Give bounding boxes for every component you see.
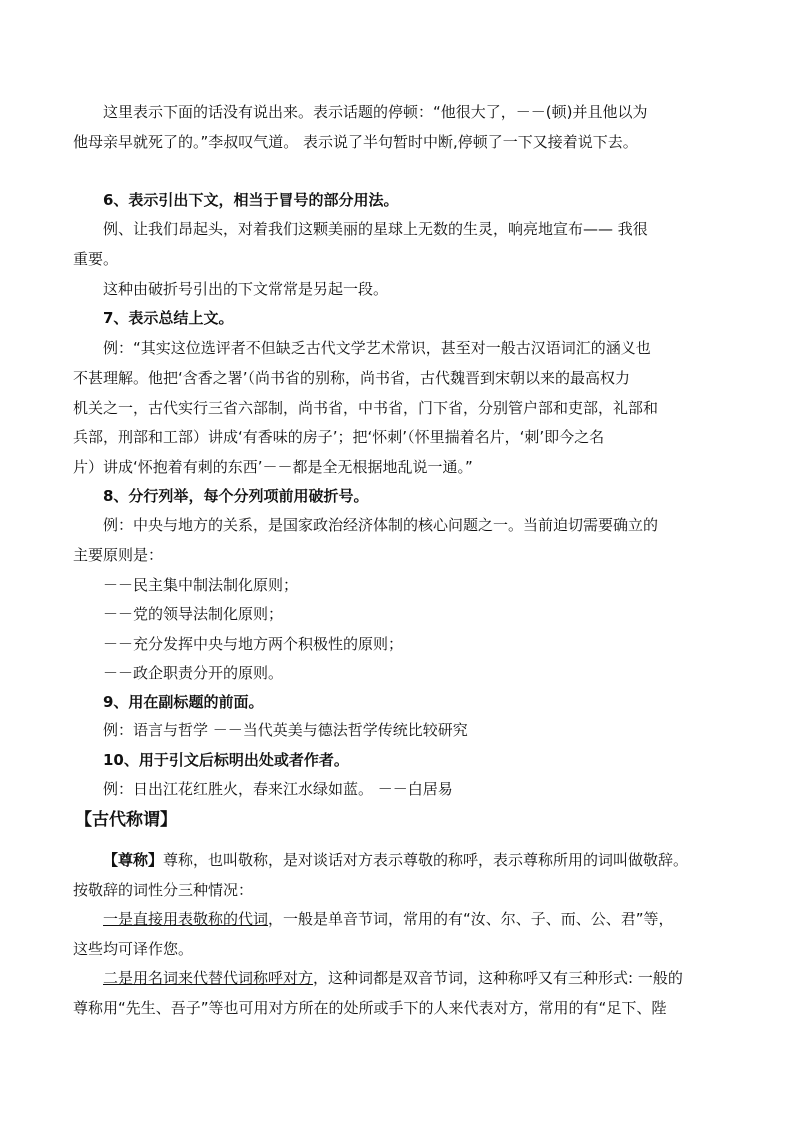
text-line: 例、让我们昂起头，对着我们这颗美丽的星球上无数的生灵，响亮地宣布—— 我很 <box>103 220 648 238</box>
list-item: －－党的领导法制化原则； <box>103 605 284 623</box>
text-span: ，这种词都是双音节词，这种称呼又有三种形式: 一般的 <box>313 969 683 987</box>
underlined-phrase: 二是用名词来代替代词称呼对方 <box>103 969 314 987</box>
term-label: 【尊称】 <box>103 851 164 869</box>
text-span: ，一般是单音节词，常用的有“汝、尔、子、而、公、君”等， <box>268 910 674 928</box>
item-heading-7: 7、表示总结上文。 <box>103 309 234 327</box>
text-line: 片）讲成‘怀抱着有刺的东西’－－都是全无根据地乱说一通。” <box>73 458 473 476</box>
text-line <box>103 850 688 870</box>
text-line: 兵部，刑部和工部）讲成‘有香味的房子’；把‘怀刺’（怀里揣着名片，‘刺’即今之名 <box>73 428 605 446</box>
text-span: 尊称，也叫敬称，是对谈话对方表示尊敬的称呼，表示尊称所用的词叫做敬辞。 <box>163 851 689 869</box>
list-item: －－政企职责分开的原则。 <box>103 664 284 682</box>
text-line: 主要原则是： <box>73 546 164 564</box>
text-line: 这些均可译作您。 <box>73 940 194 958</box>
item-heading-10: 10、用于引文后标明出处或者作者。 <box>103 751 349 769</box>
item-heading-6: 6、表示引出下文，相当于冒号的部分用法。 <box>103 191 399 209</box>
text-line: 他母亲早就死了的。”李叔叹气道。 表示说了半句暂时中断,停顿了一下又接着说下去。 <box>73 133 638 151</box>
list-item: －－民主集中制法制化原则； <box>103 576 299 594</box>
text-line: 例：中央与地方的关系，是国家政治经济体制的核心问题之一。当前迫切需要确立的 <box>103 516 659 534</box>
text-line <box>103 968 683 988</box>
section-title: 【古代称谓】 <box>75 810 177 830</box>
text-line: 不甚理解。他把‘含香之署’（尚书省的别称，尚书省，古代魏晋到宋朝以来的最高权力 <box>73 369 631 387</box>
text-line: 尊称用“先生、吾子”等也可用对方所在的处所或手下的人来代表对方，常用的有“足下、陛 <box>73 999 667 1017</box>
text-line: 这里表示下面的话没有说出来。表示话题的停顿：“他很大了，－－(顿)并且他以为 <box>103 103 648 121</box>
list-item: －－充分发挥中央与地方两个积极性的原则； <box>103 635 404 653</box>
text-line <box>103 909 674 929</box>
text-line: 重要。 <box>73 250 119 268</box>
text-line: 例：日出江花红胜火，春来江水绿如蓝。 －－白居易 <box>103 780 453 798</box>
text-line: 这种由破折号引出的下文常常是另起一段。 <box>103 280 389 298</box>
text-line: 例：语言与哲学 －－当代英美与德法哲学传统比较研究 <box>103 721 468 739</box>
item-heading-8: 8、分行列举，每个分列项前用破折号。 <box>103 487 369 505</box>
text-line: 按敬辞的词性分三种情况： <box>73 881 254 899</box>
text-line: 机关之一，古代实行三省六部制，尚书省，中书省，门下省，分别管户部和吏部，礼部和 <box>73 399 659 417</box>
underlined-phrase: 一是直接用表敬称的代词 <box>103 910 269 928</box>
item-heading-9: 9、用在副标题的前面。 <box>103 693 264 711</box>
text-line: 例：“其实这位选评者不但缺乏古代文学艺术常识，甚至对一般古汉语词汇的涵义也 <box>103 339 651 357</box>
